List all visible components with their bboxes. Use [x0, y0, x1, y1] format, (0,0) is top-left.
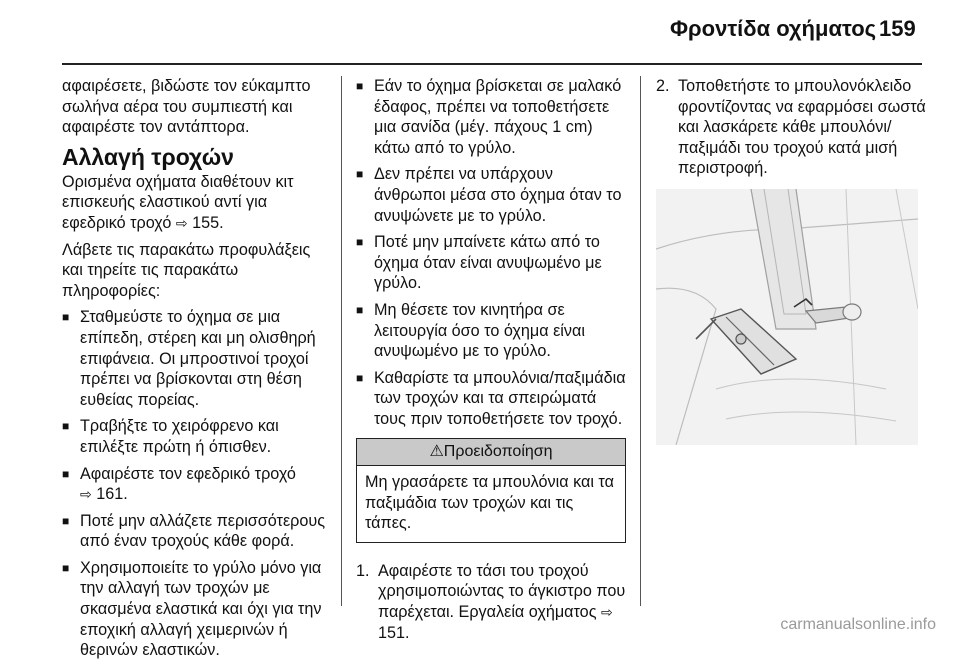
list-item: ■ Σταθμεύστε το όχημα σε μια επίπεδη, στέρεη και μη ολισθηρή επιφάνεια. Οι μπροστινοί τροχοί πρέπει να βρίσκονται στη θέση ευθείας πορείας. [62, 308, 316, 409]
paragraph-precautions: Λάβετε τις παρακάτω προφυλάξεις και τηρείτε τις παρακάτω πληροφορίες: [62, 240, 311, 300]
intro-paragraph: αφαιρέσετε, βιδώστε τον εύκαμπτο σωλήνα αέρα του συμπιεστή και αφαιρέστε τον αντάπτορα. [62, 77, 311, 137]
column-3 [656, 76, 928, 445]
list-item: ■ Αφαιρέστε τον εφεδρικό τροχό ⇨ 161. [62, 464, 296, 504]
square-bullet-icon: ■ [356, 167, 364, 182]
precautions-list [62, 307, 328, 661]
list-item: ■ Ποτέ μην μπαίνετε κάτω από το όχημα όταν είναι ανυψωμένο με γρύλο. [356, 233, 602, 293]
jack-illustration [656, 189, 918, 445]
list-item: ■ Χρησιμοποιείτε το γρύλο μόνο για την αλλαγή των τροχών με σκασμένα ελαστικά και όχι για την εποχική αλλαγή χειμερινών ή θερινών ελαστικών. [62, 558, 322, 660]
warning-triangle-icon: ⚠ [429, 442, 444, 460]
square-bullet-icon: ■ [62, 419, 70, 434]
arrow-ref-icon: ⇨ [601, 604, 613, 621]
page-number: 159 [879, 16, 916, 41]
list-item: ■ Ποτέ μην αλλάζετε περισσότερους από έναν τροχούς κάθε φορά. [62, 511, 326, 551]
arrow-ref-icon: ⇨ [175, 214, 188, 231]
column-2 [356, 76, 626, 649]
step-number: 2. [656, 77, 670, 95]
page-reference[interactable]: 155. [192, 213, 224, 232]
list-item: ■ Καθαρίστε τα μπουλόνια/παξιμάδια των τροχών και τα σπειρώματά τους πριν τοποθετήσετε τον τροχό. [356, 368, 626, 428]
column-divider-1 [341, 76, 342, 606]
steps-list-continued [656, 76, 928, 179]
paragraph-kit [62, 172, 328, 234]
step-text: Τοποθετήστε το μπουλονόκλειδο φροντίζοντας να εφαρμόσει σωστά και λασκάρετε κάθε μπουλόνι/παξιμάδι του τροχού κατά μισή περιστροφή. [678, 77, 926, 178]
arrow-ref-icon: ⇨ [80, 486, 92, 503]
step-item [656, 76, 928, 179]
warning-box [356, 438, 626, 543]
square-bullet-icon: ■ [62, 310, 70, 325]
step-text: Αφαιρέστε το τάσι του τροχού χρησιμοποιώντας το άγκιστρο που παρέχεται. Εργαλεία οχήματος [378, 561, 626, 622]
warning-title: Προειδοποίηση [443, 442, 553, 460]
steps-list [356, 561, 626, 643]
page-reference[interactable]: 161. [96, 485, 128, 504]
paragraph-kit-text: Ορισμένα οχήματα διαθέτουν κιτ επισκευής ελαστικού αντί για εφεδρικό τροχό [62, 172, 294, 232]
page-header-title: Φροντίδα οχήματος [670, 16, 877, 41]
page-reference[interactable]: 151. [378, 623, 410, 642]
square-bullet-icon: ■ [356, 235, 364, 250]
square-bullet-icon: ■ [62, 513, 70, 528]
header-divider [62, 63, 922, 65]
safety-list [356, 76, 626, 430]
list-item: ■ Τραβήξτε το χειρόφρενο και επιλέξτε πρώτη ή όπισθεν. [62, 417, 279, 456]
section-heading: Αλλαγή τροχών [62, 143, 234, 170]
column-1 [62, 76, 328, 667]
square-bullet-icon: ■ [356, 302, 364, 317]
column-divider-2 [640, 76, 641, 606]
list-item: ■ Δεν πρέπει να υπάρχουν άνθρωποι μέσα στο όχημα όταν το ανυψώνετε με το γρύλο. [356, 165, 622, 225]
list-item: ■ Εάν το όχημα βρίσκεται σε μαλακό έδαφος, πρέπει να τοποθετήσετε μια σανίδα (μέγ. πάχους 1 cm) κάτω από το γρύλο. [356, 77, 622, 157]
square-bullet-icon: ■ [62, 560, 70, 575]
square-bullet-icon: ■ [62, 466, 70, 481]
list-item: ■ Μη θέσετε τον κινητήρα σε λειτουργία όσο το όχημα είναι ανυψωμένο με το γρύλο. [356, 300, 585, 361]
step-item [356, 561, 626, 643]
warning-text: Μη γρασάρετε τα μπουλόνια και τα παξιμάδια των τροχών και τις τάπες. [365, 473, 614, 533]
square-bullet-icon: ■ [356, 79, 364, 93]
watermark: carmanualsonline.info [780, 616, 936, 633]
warning-header [357, 439, 625, 467]
square-bullet-icon: ■ [356, 370, 364, 385]
step-number: 1. [356, 561, 370, 580]
